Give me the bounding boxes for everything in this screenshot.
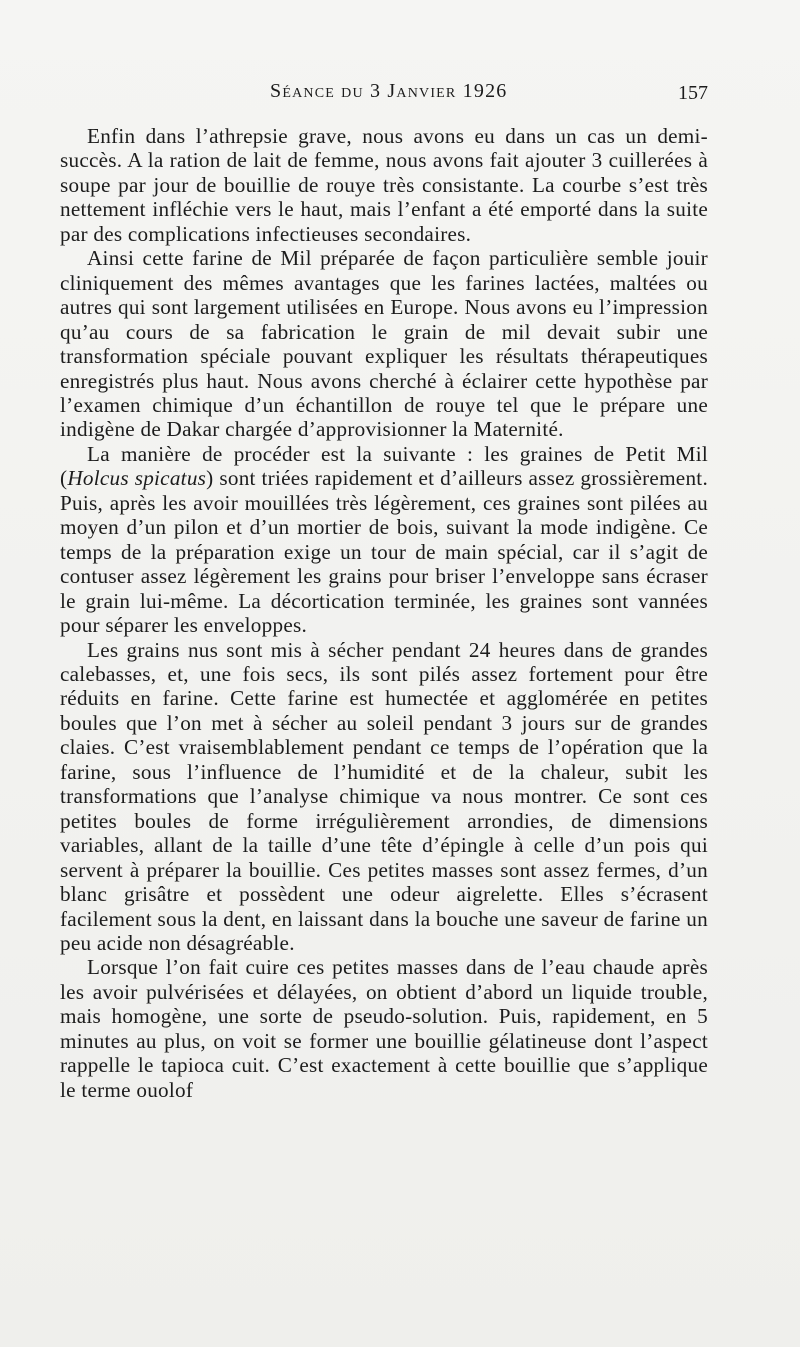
paragraph-preparation xyxy=(60,442,708,638)
paragraph-sechage: Les grains nus sont mis à sécher pendant 24 heures dans de grandes calebasses, et, une fois secs, ils sont pilés assez fortement pour être réduits en farine. Cette farine est humectée et agglomérée en petites boules que l’on met à sécher au soleil pendant 3 jours sur de grandes claies. C’est vraisemblablement pendant ce temps de l’opération que la farine, sous l’influence de l’humidité et de la chaleur, subit les transformations que l’analyse chimique va nous montrer. Ce sont ces petites boules de forme irrégulièrement arrondies, de dimensions variables, allant de la taille d’une tête d’épingle à celle d’un pois qui servent à préparer la bouillie. Ces petites masses sont assez fermes, d’un blanc grisâtre et possèdent une odeur aigrelette. Elles s’écrasent facilement sous la dent, en laissant dans la bouche une saveur de farine un peu acide non désagréable. xyxy=(60,637,708,955)
paragraph-preparation-start: La manière de procéder est la suivante : les graines de Petit Mil ( xyxy=(60,441,708,491)
paragraph-farine-de-mil: Ainsi cette farine de Mil préparée de façon particulière semble jouir cliniquement des mêmes avantages que les farines lactées, maltées ou autres qui sont largement utilisées en Europe. Nous avons eu l’impression qu’au cours de sa fabrication le grain de mil devait subir une transformation spéciale pouvant expliquer les résultats thérapeutiques enregistrés plus haut. Nous avons cherché à éclairer cette hypothèse par l’examen chimique d’un échantillon de rouye tel que le prépare une indigène de Dakar chargée d’approvisionner la Maternité. xyxy=(60,246,708,442)
paragraph-preparation-end: ) sont triées rapidement et d’ailleurs assez grossièrement. Puis, après les avoir mouillées très légèrement, ces graines sont pilées au moyen d’un pilon et d’un mortier de bois, suivant la mode indigène. Ce temps de la préparation exige un tour de main spécial, car il s’agit de contuser assez légèrement les grains pour briser l’enveloppe sans écraser le grain lui-même. La décortication terminée, les graines sont vannées pour séparer les enveloppes. xyxy=(60,466,708,638)
paragraph-cuisson: Lorsque l’on fait cuire ces petites masses dans de l’eau chaude après les avoir pulvérisées et délayées, on obtient d’abord un liquide trouble, mais homogène, une sorte de pseudo-solution. Puis, rapidement, en 5 minutes au plus, on voit se former une bouillie gélatineuse dont l’aspect rappelle le tapioca cuit. C’est exactement à cette bouillie que s’applique le terme ouolof xyxy=(60,955,708,1102)
species-name-italic: Holcus spicatus xyxy=(67,466,207,491)
paragraph-athrepsie: Enfin dans l’athrepsie grave, nous avons eu dans un cas un demi-succès. A la ration de lait de femme, nous avons fait ajouter 3 cuillerées à soupe par jour de bouillie de rouye très consistante. La courbe s’est très nettement infléchie vers le haut, mais l’enfant a été emporté dans la suite par des complications infectieuses secondaires. xyxy=(60,124,708,246)
body-text xyxy=(60,124,708,1102)
running-title: Séance du 3 Janvier 1926 xyxy=(270,80,508,102)
running-head xyxy=(0,80,800,110)
page-number: 157 xyxy=(678,82,708,104)
